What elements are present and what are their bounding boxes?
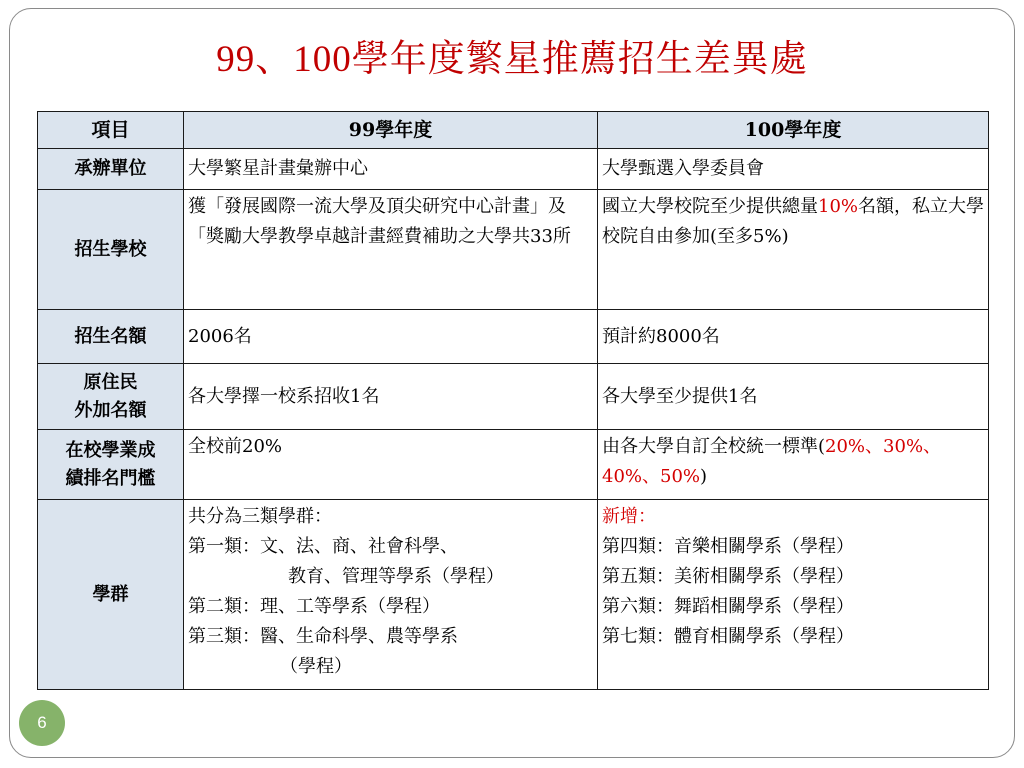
cell-100: 預計約8000名 (598, 310, 989, 364)
cell-99: 獲「發展國際一流大學及頂尖研究中心計畫」及「獎勵大學教學卓越計畫經費補助之大學共33所 (184, 190, 598, 310)
row-label: 招生名額 (38, 310, 184, 364)
cell-line: （學程） (280, 656, 352, 677)
new-label: 新增： (602, 506, 656, 527)
cell-100: 大學甄選入學委員會 (598, 149, 989, 190)
page-number-badge: 6 (19, 700, 65, 746)
cell-line: 第一類：文、法、商、社會科學、 (188, 536, 458, 557)
table-row (38, 149, 989, 190)
slide-title: 99、100學年度繁星推薦招生差異處 (216, 39, 808, 80)
row-label: 學群 (38, 500, 184, 690)
cell-line: 第六類：舞蹈相關學系（學程） (602, 596, 854, 617)
cell-line: 第五類：美術相關學系（學程） (602, 566, 854, 587)
cell-text: 名額，私立大學校院自由參加(至多5%) (602, 196, 985, 247)
highlight-text: 10% (818, 196, 859, 217)
table-row (38, 364, 989, 430)
row-label-line: 績排名門檻 (65, 467, 156, 489)
row-label (38, 430, 184, 500)
row-label: 承辦單位 (38, 149, 184, 190)
cell-line: 第二類：理、工等學系（學程） (188, 596, 440, 617)
cell-text: ) (700, 466, 708, 487)
cell-text: 國立大學校院至少提供總量 (602, 196, 818, 217)
cell-line: 共分為三類學群： (188, 506, 332, 527)
row-label-line: 原住民 (83, 371, 138, 393)
cell-99: 2006名 (184, 310, 598, 364)
row-label-line: 外加名額 (74, 399, 147, 421)
cell-100: 各大學至少提供1名 (598, 364, 989, 430)
cell-100 (598, 500, 989, 690)
highlight-text: 20%、30%、40%、50% (602, 436, 942, 487)
table-row (38, 500, 989, 690)
cell-100 (598, 430, 989, 500)
row-label (38, 364, 184, 430)
cell-line: 第七類：體育相關學系（學程） (602, 626, 854, 647)
row-label-line: 在校學業成 (65, 439, 156, 461)
cell-99: 各大學擇一校系招收1名 (184, 364, 598, 430)
table-row (38, 310, 989, 364)
cell-text: 由各大學自訂全校統一標準( (602, 436, 826, 457)
cell-100 (598, 190, 989, 310)
header-year-99: 99學年度 (184, 112, 598, 149)
cell-99: 全校前20% (184, 430, 598, 500)
cell-line: 教育、管理等學系（學程） (288, 566, 504, 587)
cell-line: 第三類：醫、生命科學、農等學系 (188, 626, 458, 647)
cell-99: 大學繁星計畫彙辦中心 (184, 149, 598, 190)
table-row (38, 430, 989, 500)
row-label: 招生學校 (38, 190, 184, 310)
table-row (38, 190, 989, 310)
header-year-100: 100學年度 (598, 112, 989, 149)
comparison-table (37, 111, 989, 690)
cell-99 (184, 500, 598, 690)
cell-line: 第四類：音樂相關學系（學程） (602, 536, 854, 557)
header-item: 項目 (38, 112, 184, 149)
table-header-row (38, 112, 989, 149)
